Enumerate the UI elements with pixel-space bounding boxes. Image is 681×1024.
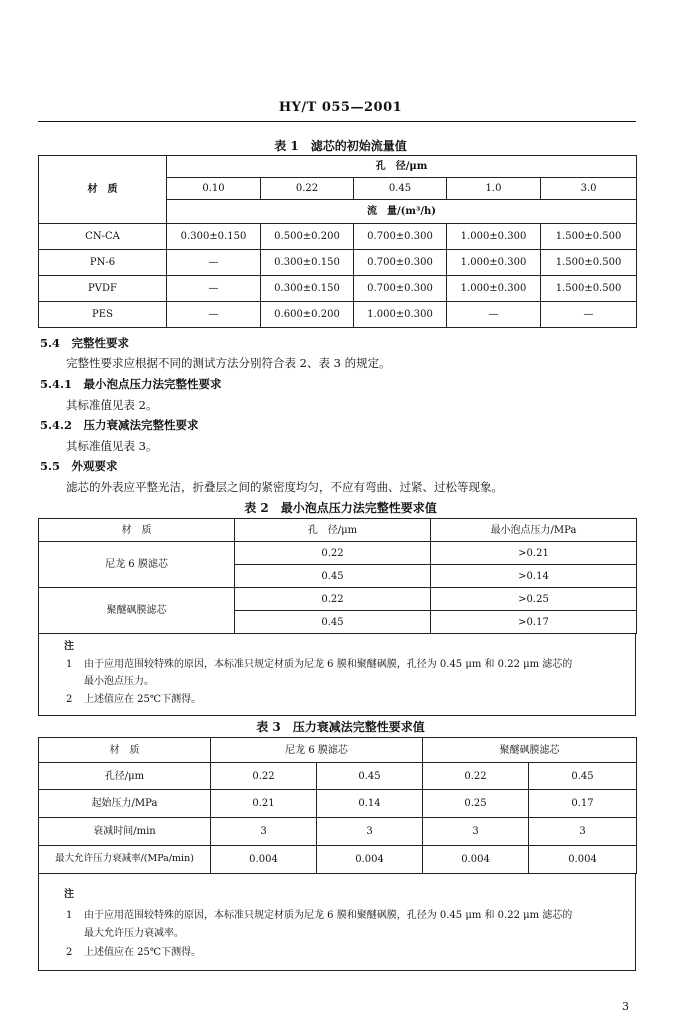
table3-value-cell: 3	[529, 818, 637, 846]
section-5-5-title: 5.5 外观要求	[40, 459, 118, 473]
table3-row-label: 衰减时间/min	[39, 818, 211, 846]
table3-row-label: 起始压力/MPa	[39, 790, 211, 818]
table3-value-cell: 0.14	[317, 790, 423, 818]
table3-value-cell: 0.25	[423, 790, 529, 818]
table1-pore-cell: 3.0	[541, 178, 637, 200]
table1-value-cell: 1.500±0.500	[541, 224, 637, 250]
table1-pore-cell: 1.0	[447, 178, 541, 200]
table3-value-cell: 0.22	[211, 763, 317, 790]
table3-group-header: 尼龙 6 膜滤芯	[211, 738, 423, 763]
table2-note-1a: 由于应用范围较特殊的原因，本标准只规定材质为尼龙 6 膜和聚醚砜膜，孔径为 0.45 μm 和 0.22 μm 滤芯的	[84, 659, 573, 670]
table1-value-cell: 1.000±0.300	[354, 302, 447, 328]
table3-value-cell: 0.17	[529, 790, 637, 818]
table3-value-cell: 0.45	[529, 763, 637, 790]
table-row	[39, 790, 637, 818]
table2-pressure-cell: >0.14	[431, 565, 637, 588]
table3-note-title: 注	[64, 889, 74, 900]
table2-pressure-cell: >0.17	[431, 611, 637, 634]
table2-note-1b: 最小泡点压力。	[84, 676, 154, 687]
table3-row-label: 孔径/μm	[39, 763, 211, 790]
table1-value-cell: —	[541, 302, 637, 328]
section-5-4-2-text: 其标准值见表 3。	[66, 439, 158, 453]
table3-note-2-number: 2	[66, 947, 73, 958]
table3-note-1-number: 1	[66, 910, 73, 921]
table2-pore-cell: 0.45	[235, 565, 431, 588]
table2-note-title: 注	[64, 641, 74, 652]
header-rule	[38, 121, 636, 122]
table3	[38, 737, 637, 874]
table1-value-cell: 1.500±0.500	[541, 276, 637, 302]
table1	[38, 155, 637, 328]
table1-value-cell: 0.500±0.200	[261, 224, 354, 250]
table2-pore-cell: 0.22	[235, 588, 431, 611]
section-5-4-text: 完整性要求应根据不同的测试方法分别符合表 2、表 3 的规定。	[66, 356, 391, 370]
table2-pressure-cell: >0.21	[431, 542, 637, 565]
table3-value-cell: 0.004	[211, 846, 317, 874]
table-row	[39, 302, 637, 328]
table2-material-header: 材 质	[39, 519, 235, 542]
section-5-4-title: 5.4 完整性要求	[40, 336, 130, 350]
table1-value-cell: 0.700±0.300	[354, 250, 447, 276]
table1-pore-cell: 0.10	[167, 178, 261, 200]
table1-value-cell: 1.000±0.300	[447, 276, 541, 302]
table1-material-header: 材 质	[39, 156, 167, 224]
table3-caption: 表 3 压力衰减法完整性要求值	[256, 720, 425, 734]
table2-note-2-number: 2	[66, 694, 73, 705]
table1-value-cell: 0.700±0.300	[354, 276, 447, 302]
table1-value-cell: 1.500±0.500	[541, 250, 637, 276]
table1-material-cell: CN-CA	[39, 224, 167, 250]
table-row	[39, 846, 637, 874]
table3-value-cell: 0.004	[423, 846, 529, 874]
table1-caption: 表 1 滤芯的初始流量值	[274, 139, 407, 153]
section-5-4-1-text: 其标准值见表 2。	[66, 398, 158, 412]
table1-value-cell: 0.600±0.200	[261, 302, 354, 328]
table2-material-cell: 尼龙 6 膜滤芯	[39, 542, 235, 588]
table3-value-cell: 0.004	[529, 846, 637, 874]
section-5-4-2-title: 5.4.2 压力衰减法完整性要求	[40, 418, 199, 432]
table3-value-cell: 0.45	[317, 763, 423, 790]
table3-material-header: 材 质	[39, 738, 211, 763]
table2-pore-header: 孔 径/μm	[235, 519, 431, 542]
table1-value-cell: —	[447, 302, 541, 328]
page-number: 3	[622, 1000, 629, 1013]
table1-pore-header: 孔 径/μm	[167, 156, 637, 178]
section-5-5-text: 滤芯的外表应平整光洁，折叠层之间的紧密度均匀，不应有弯曲、过紧、过松等现象。	[66, 480, 503, 494]
table2-note-1-number: 1	[66, 659, 73, 670]
table2-material-cell: 聚醚砜膜滤芯	[39, 588, 235, 634]
table2-pressure-header: 最小泡点压力/MPa	[431, 519, 637, 542]
table1-material-cell: PVDF	[39, 276, 167, 302]
table3-row-label: 最大允许压力衰减率/(MPa/min)	[39, 846, 211, 874]
table-row	[39, 588, 637, 611]
table2-note-2: 上述值应在 25℃下测得。	[84, 694, 202, 705]
table2-pressure-cell: >0.25	[431, 588, 637, 611]
table1-pore-cell: 0.22	[261, 178, 354, 200]
table1-value-cell: —	[167, 276, 261, 302]
table-row	[39, 224, 637, 250]
table3-value-cell: 0.22	[423, 763, 529, 790]
table2-pore-cell: 0.22	[235, 542, 431, 565]
section-5-4-1-title: 5.4.1 最小泡点压力法完整性要求	[40, 377, 222, 391]
table3-value-cell: 3	[211, 818, 317, 846]
table1-pore-cell: 0.45	[354, 178, 447, 200]
table3-value-cell: 3	[423, 818, 529, 846]
table3-note-1b: 最大允许压力衰减率。	[84, 928, 184, 939]
table-row	[39, 818, 637, 846]
table3-note-1a: 由于应用范围较特殊的原因，本标准只规定材质为尼龙 6 膜和聚醚砜膜，孔径为 0.45 μm 和 0.22 μm 滤芯的	[84, 910, 573, 921]
table2-pore-cell: 0.45	[235, 611, 431, 634]
table1-value-cell: —	[167, 302, 261, 328]
table1-flow-header: 流 量/(m³/h)	[167, 200, 637, 224]
table1-value-cell: 0.300±0.150	[261, 250, 354, 276]
table1-value-cell: —	[167, 250, 261, 276]
table1-material-cell: PES	[39, 302, 167, 328]
table3-value-cell: 0.21	[211, 790, 317, 818]
table1-value-cell: 1.000±0.300	[447, 224, 541, 250]
table3-note-2: 上述值应在 25℃下测得。	[84, 947, 202, 958]
table1-value-cell: 1.000±0.300	[447, 250, 541, 276]
table1-value-cell: 0.300±0.150	[261, 276, 354, 302]
table3-value-cell: 3	[317, 818, 423, 846]
table2	[38, 518, 637, 634]
table1-material-cell: PN-6	[39, 250, 167, 276]
document-code-header: HY/T 055—2001	[278, 100, 403, 115]
table-row	[39, 250, 637, 276]
table-row	[39, 276, 637, 302]
table3-value-cell: 0.004	[317, 846, 423, 874]
table2-caption: 表 2 最小泡点压力法完整性要求值	[244, 501, 437, 515]
table-row	[39, 542, 637, 565]
table-row	[39, 763, 637, 790]
table1-value-cell: 0.700±0.300	[354, 224, 447, 250]
table3-group-header: 聚醚砜膜滤芯	[423, 738, 637, 763]
table1-value-cell: 0.300±0.150	[167, 224, 261, 250]
